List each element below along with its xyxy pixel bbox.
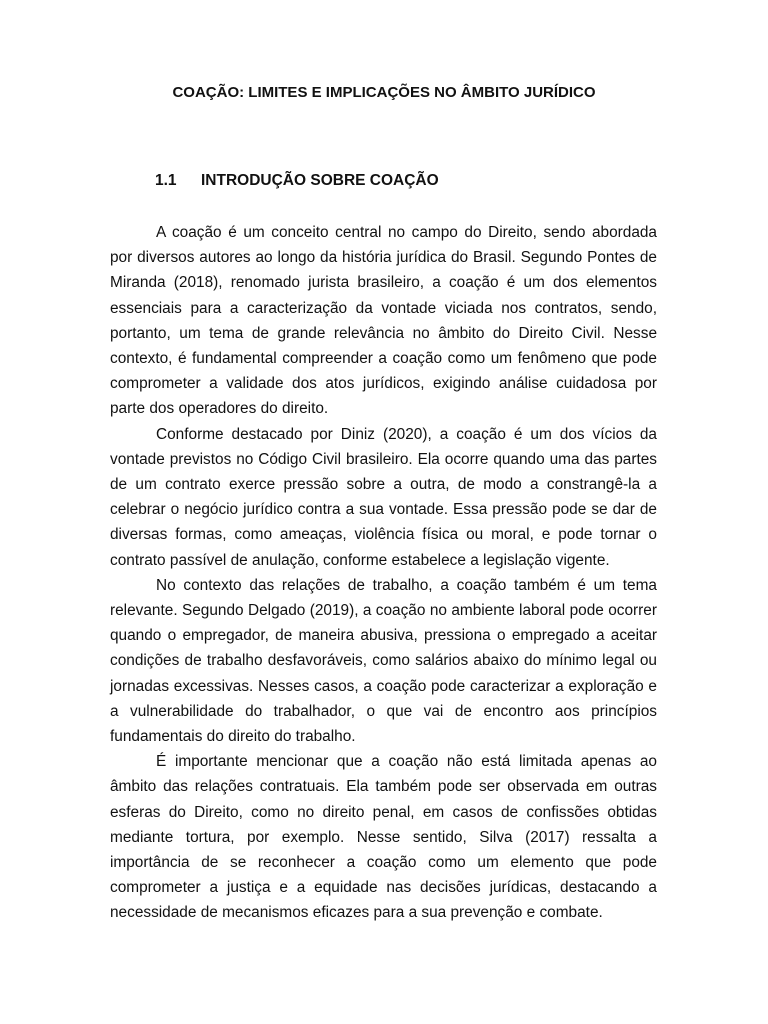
document-title: COAÇÃO: LIMITES E IMPLICAÇÕES NO ÂMBITO JURÍDICO: [172, 84, 596, 101]
body-text: [110, 220, 657, 926]
paragraph: No contexto das relações de trabalho, a coação também é um tema relevante. Segundo Delgado (2019), a coação no ambiente laboral pode ocorrer quando o empregador, de maneira abusiva, pressiona o empregado a aceitar condições de trabalho desfavoráveis, como salários abaixo do mínimo legal ou jornadas excessivas. Nesses casos, a coação pode caracterizar a exploração e a vulnerabilidade do trabalhador, o que vai de encontro aos princípios fundamentais do direito do trabalho.: [110, 576, 657, 746]
paragraph: É importante mencionar que a coação não está limitada apenas ao âmbito das relações contratuais. Ela também pode ser observada em outras esferas do Direito, como no direito penal, em casos de confissões obtidas mediante tortura, por exemplo. Nesse sentido, Silva (2017) ressalta a importância de se reconhecer a coação como um elemento que pode comprometer a justiça e a equidade nas decisões jurídicas, destacando a necessidade de mecanismos eficazes para a sua prevenção e combate.: [110, 753, 657, 922]
paragraph: A coação é um conceito central no campo do Direito, sendo abordada por diversos autores ao longo da história jurídica do Brasil. Segundo Pontes de Miranda (2018), renomado jurista brasileiro, a coação é um dos elementos essenciais para a caracterização da vontade viciada nos contratos, sendo, portanto, um tema de grande relevância no âmbito do Direito Civil. Nesse contexto, é fundamental compreender a coação como um fenômeno que pode comprometer a validade dos atos jurídicos, exigindo análise cuidadosa por parte dos operadores do direito.: [110, 224, 657, 418]
section-number: 1.1: [155, 172, 177, 189]
section-heading: [155, 172, 439, 190]
paragraph: Conforme destacado por Diniz (2020), a coação é um dos vícios da vontade previstos no Código Civil brasileiro. Ela ocorre quando uma das partes de um contrato exerce pressão sobre a outra, de modo a constrangê-la a celebrar o negócio jurídico contra a sua vontade. Essa pressão pode se dar de diversas formas, como ameaças, violência física ou moral, e pode tornar o contrato passível de anulação, conforme estabelece a legislação vigente.: [110, 425, 657, 569]
section-title: INTRODUÇÃO SOBRE COAÇÃO: [201, 172, 439, 189]
